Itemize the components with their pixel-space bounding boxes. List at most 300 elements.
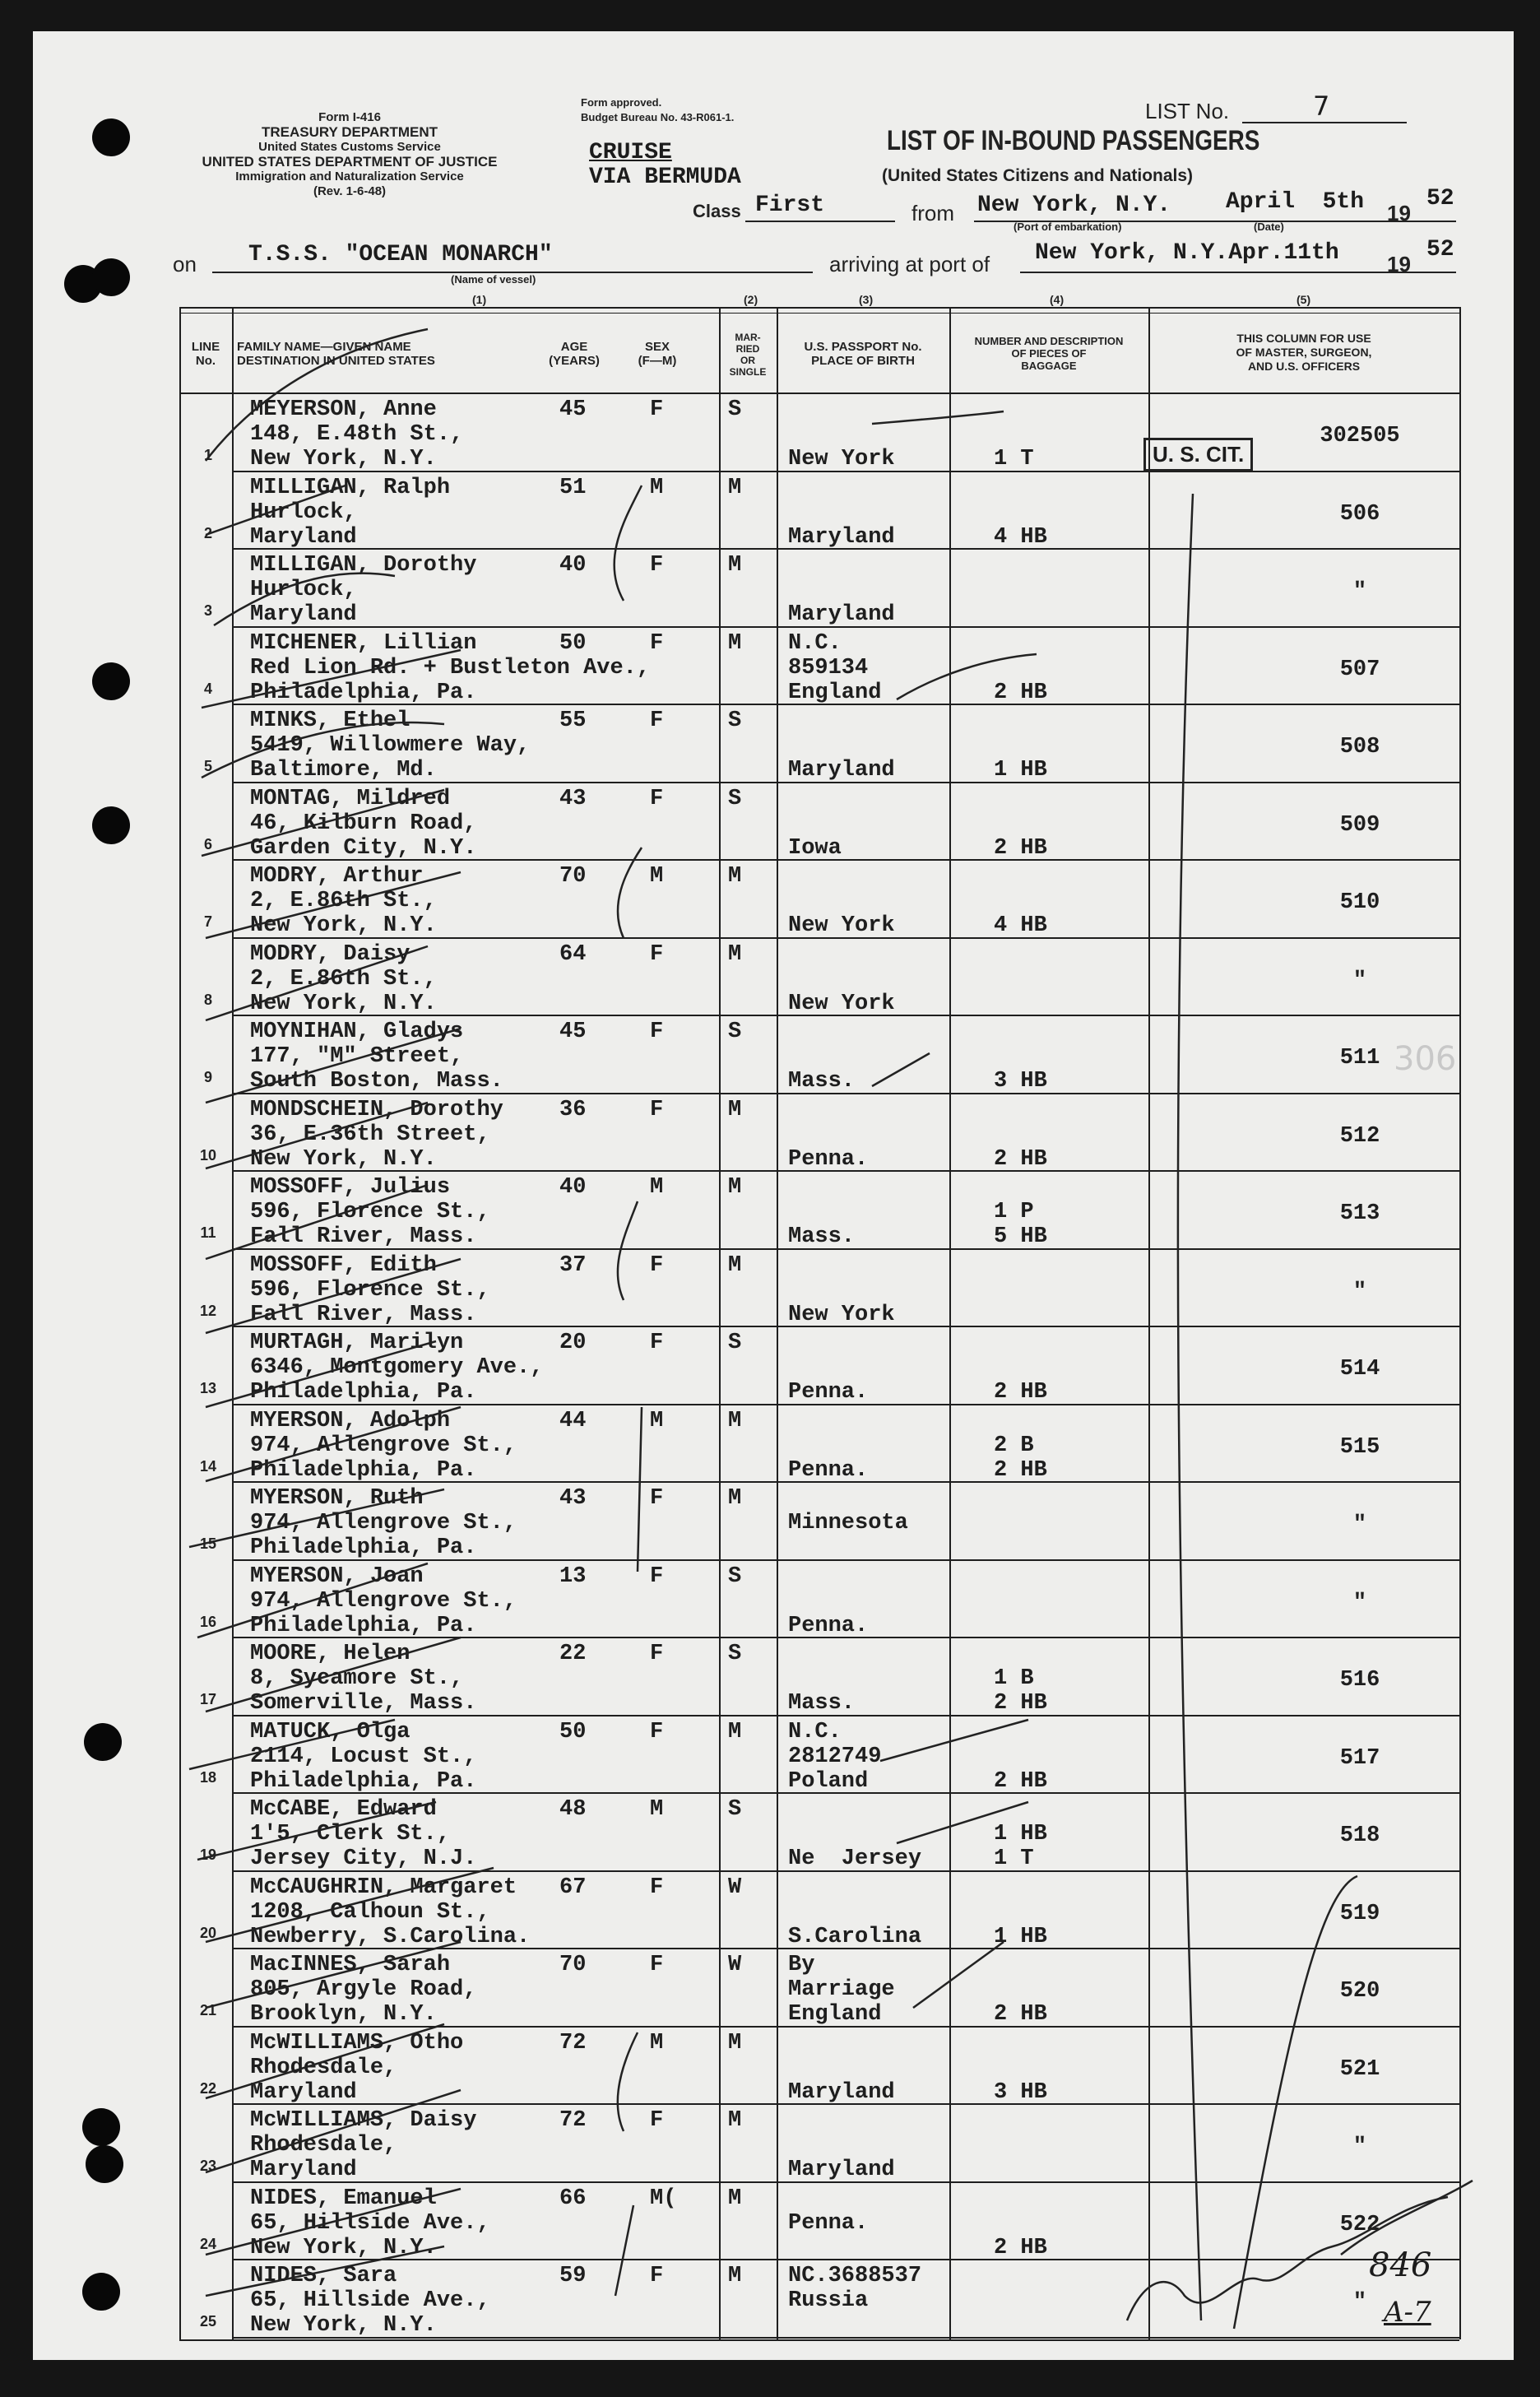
sex: F <box>650 941 664 967</box>
passenger-name: McWILLIAMS, Daisy <box>250 2108 477 2133</box>
table-row <box>179 629 1459 707</box>
row-divider <box>232 1792 1459 1794</box>
line-number: 23 <box>199 2158 217 2174</box>
arriving-label: arriving at port of <box>829 252 990 276</box>
sex: F <box>650 397 664 422</box>
officer-number: 512 <box>1339 1123 1380 1149</box>
passenger-name-address <box>250 1098 503 1172</box>
line-number: 8 <box>203 991 212 1008</box>
passenger-name-address <box>250 942 437 1016</box>
passenger-name: McCABE, Edward <box>250 1797 437 1822</box>
marital-status: S <box>728 1020 742 1044</box>
sex: F <box>650 630 664 656</box>
sex: F <box>650 2108 664 2133</box>
city-state: Philadelphia, Pa. <box>250 680 477 705</box>
passport-birthplace: Mass. <box>788 1691 856 1716</box>
document-title: LIST OF IN-BOUND PASSENGERS <box>887 125 1260 156</box>
baggage: 2 HB <box>994 1146 1047 1172</box>
address-line: 974, Allengrove St., <box>250 1433 517 1458</box>
city-state: New York, N.Y. <box>250 991 437 1016</box>
handwritten-note: A-7 <box>1384 2296 1431 2329</box>
sex: F <box>650 1252 664 1278</box>
address-line: 974, Allengrove St., <box>250 1588 517 1614</box>
line-number: 15 <box>199 1535 217 1552</box>
age: 45 <box>559 397 587 422</box>
passenger-name: MONTAG, Mildred <box>250 786 451 811</box>
marital-status: M <box>728 1486 742 1511</box>
address-line: 805, Argyle Road, <box>250 1977 477 2002</box>
age: 72 <box>559 2108 587 2133</box>
age: 44 <box>559 1408 587 1433</box>
passenger-name: MURTAGH, Marilyn <box>250 1331 464 1355</box>
passenger-name-address <box>250 1409 517 1483</box>
baggage: 2 B 2 HB <box>994 1433 1047 1483</box>
age: 20 <box>559 1331 587 1355</box>
table-row <box>179 1252 1459 1329</box>
sex: F <box>650 1486 664 1511</box>
table-row <box>179 862 1459 940</box>
line-number: 21 <box>199 2002 217 2018</box>
col-header-line-no: LINE No. <box>191 340 220 368</box>
marital-status: M <box>728 2264 742 2288</box>
sex: M( <box>650 2186 677 2211</box>
marital-status: S <box>728 397 742 422</box>
age: 51 <box>559 475 587 500</box>
sex: F <box>650 1020 664 1044</box>
passport-birthplace: S.Carolina <box>788 1924 922 1949</box>
passenger-name: MONDSCHEIN, Dorothy <box>250 1097 503 1122</box>
line-number: 1 <box>203 447 212 463</box>
line-number: 16 <box>199 1613 217 1630</box>
baggage: 1 P 5 HB <box>994 1200 1047 1249</box>
age: 64 <box>559 941 587 967</box>
citizen-stamp: U. S. CIT. <box>1143 438 1253 472</box>
address-line: 2114, Locust St., <box>250 1744 477 1769</box>
baggage: 2 HB <box>994 2002 1047 2027</box>
row-divider <box>232 1170 1459 1172</box>
passenger-name: MYERSON, Ruth <box>250 1486 424 1511</box>
passenger-name: MILLIGAN, Ralph <box>250 475 451 500</box>
age: 40 <box>559 1175 587 1200</box>
col-header-passport: U.S. PASSPORT No. PLACE OF BIRTH <box>804 340 922 368</box>
passenger-name: MODRY, Arthur <box>250 864 424 889</box>
officer-number: 516 <box>1339 1668 1380 1693</box>
col-header-name: FAMILY NAME—GIVEN NAME DESTINATION IN UNITED STATES <box>237 340 435 368</box>
customs-label: United States Customs Service <box>258 140 441 154</box>
row-divider <box>232 548 1459 550</box>
col-number: (4) <box>1050 293 1065 306</box>
passenger-name-address <box>250 2264 490 2338</box>
table-row <box>179 474 1459 551</box>
line-number: 6 <box>203 835 212 852</box>
line-number: 19 <box>199 1847 217 1863</box>
marital-status: M <box>728 1719 742 1744</box>
address-line: 65, Hillside Ave., <box>250 2288 490 2313</box>
city-state: Maryland <box>250 2158 357 2182</box>
passport-birthplace: Mass. <box>788 1069 856 1094</box>
passenger-table <box>179 307 1459 2339</box>
punch-hole <box>86 2145 123 2183</box>
table-row <box>179 1951 1459 2028</box>
class-value: First <box>755 193 825 218</box>
line-number: 9 <box>203 1069 212 1085</box>
baggage: 3 HB <box>994 2079 1047 2105</box>
passport-birthplace: Ne Jersey <box>788 1847 922 1871</box>
address-line: 1'5, Clerk St., <box>250 1822 451 1847</box>
passport-birthplace: Penna. <box>788 1457 869 1483</box>
age: 22 <box>559 1642 587 1666</box>
col-header-sex: SEX (F—M) <box>638 340 677 368</box>
baggage: 4 HB <box>994 913 1047 938</box>
row-divider <box>232 1637 1459 1638</box>
passenger-name-address <box>250 864 437 938</box>
officer-number: " <box>1352 1279 1367 1304</box>
arriving-year-prefix: 19 <box>1387 252 1411 276</box>
passenger-name-address <box>250 2108 476 2182</box>
punch-hole <box>82 2273 120 2311</box>
marital-status: M <box>728 864 742 889</box>
officer-number: 508 <box>1339 735 1380 760</box>
passport-birthplace: Penna. <box>788 1146 869 1172</box>
sex: M <box>650 864 664 889</box>
passenger-name-address <box>250 2031 463 2105</box>
vessel-caption: (Name of vessel) <box>451 273 536 286</box>
form-number: Form I-416 <box>318 110 381 124</box>
age: 37 <box>559 1252 587 1278</box>
age: 36 <box>559 1097 587 1122</box>
officer-number: 514 <box>1339 1357 1380 1382</box>
passport-birthplace: By Marriage England <box>788 1953 895 2027</box>
table-row <box>179 1874 1459 1951</box>
col-header-age: AGE (YEARS) <box>549 340 600 368</box>
row-divider <box>232 2026 1459 2028</box>
officer-number: " <box>1352 2290 1367 2315</box>
city-state: Baltimore, Md. <box>250 758 437 783</box>
row-divider <box>232 1481 1459 1483</box>
officer-number: 519 <box>1339 1901 1380 1926</box>
passenger-name-address <box>250 1175 490 1249</box>
baggage: 1 B 2 HB <box>994 1666 1047 1716</box>
address-line: 1208, Calhoun St., <box>250 1899 490 1925</box>
sex: F <box>650 1097 664 1122</box>
table-row <box>179 1640 1459 1717</box>
address-line: 2, E.86th St., <box>250 966 437 992</box>
port-caption: (Port of embarkation) <box>1014 221 1122 233</box>
line-number: 5 <box>203 758 212 774</box>
marital-status: M <box>728 2186 742 2211</box>
officer-number: 517 <box>1339 1745 1380 1771</box>
marital-status: M <box>728 2108 742 2133</box>
marital-status: S <box>728 1642 742 1666</box>
line-number: 20 <box>199 1924 217 1941</box>
baggage: 2 HB <box>994 835 1047 861</box>
row-divider <box>232 2181 1459 2183</box>
passenger-name-address <box>250 553 476 627</box>
row-divider <box>232 937 1459 939</box>
punch-hole <box>92 806 130 844</box>
passenger-name: MICHENER, Lillian <box>250 630 477 656</box>
passport-birthplace: N.C. 2812749 Poland <box>788 1719 882 1794</box>
sex: F <box>650 708 664 733</box>
passport-birthplace: Maryland <box>788 2079 895 2105</box>
city-state: Newberry, S.Carolina. <box>250 1924 531 1949</box>
passenger-name-address <box>250 1020 503 1094</box>
marital-status: M <box>728 630 742 656</box>
on-label: on <box>173 252 197 276</box>
city-state: Philadelphia, Pa. <box>250 1535 477 1560</box>
via-label: VIA BERMUDA <box>589 165 741 190</box>
officer-number: 510 <box>1339 890 1380 915</box>
officer-number: " <box>1352 2135 1367 2159</box>
line-number: 14 <box>199 1457 217 1475</box>
line-number: 7 <box>203 913 212 930</box>
officer-number: 520 <box>1339 1979 1380 2004</box>
city-state: Fall River, Mass. <box>250 1302 477 1327</box>
passenger-name-address <box>250 1486 517 1560</box>
baggage: 2 HB <box>994 1768 1047 1794</box>
passenger-name-address <box>250 397 463 472</box>
col-number: (5) <box>1296 293 1311 306</box>
line-number: 2 <box>203 524 212 541</box>
marital-status: M <box>728 1175 742 1200</box>
baggage: 2 HB <box>994 2235 1047 2260</box>
city-state: New York, N.Y. <box>250 447 437 472</box>
passport-birthplace: Iowa <box>788 835 842 861</box>
line-number: 22 <box>199 2079 217 2097</box>
sex: F <box>650 1642 664 1666</box>
row-divider <box>232 471 1459 472</box>
table-row <box>179 1329 1459 1406</box>
address-line: 65, Hillside Ave., <box>250 2210 490 2236</box>
line-number: 12 <box>199 1302 217 1319</box>
punch-hole <box>92 662 130 700</box>
passenger-name-address <box>250 1331 543 1405</box>
line-number: 4 <box>203 680 212 697</box>
table-row <box>179 1718 1459 1795</box>
row-divider <box>232 1404 1459 1405</box>
passport-birthplace: Mass. <box>788 1224 856 1249</box>
city-state: Jersey City, N.J. <box>250 1847 477 1871</box>
officer-number: " <box>1352 1590 1367 1615</box>
marital-status: S <box>728 1331 742 1355</box>
officer-number: 522 <box>1339 2212 1380 2237</box>
officer-number: 511 <box>1339 1046 1380 1071</box>
passport-birthplace: New York <box>788 913 895 938</box>
baggage: 2 HB <box>994 1380 1047 1405</box>
table-row <box>179 707 1459 784</box>
officer-number: " <box>1352 1512 1367 1537</box>
col-header-baggage: NUMBER AND DESCRIPTION OF PIECES OF BAGGAGE <box>974 335 1124 372</box>
age: 67 <box>559 1874 587 1900</box>
arriving-value: New York, N.Y.Apr.11th <box>1035 240 1339 266</box>
line-number: 25 <box>199 2313 217 2330</box>
baggage: 1 T <box>994 447 1034 472</box>
row-divider <box>232 1715 1459 1716</box>
officer-number: 302505 <box>1320 424 1400 448</box>
from-year-prefix: 19 <box>1387 201 1411 225</box>
immigration-label: Immigration and Naturalization Service <box>235 170 464 183</box>
sex: M <box>650 1408 664 1433</box>
passenger-name-address <box>250 476 450 550</box>
col-header-officers: THIS COLUMN FOR USE OF MASTER, SURGEON, AND U.S. OFFICERS <box>1236 332 1372 373</box>
passport-birthplace: NC.3688537 Russia <box>788 2264 922 2313</box>
row-divider <box>232 2103 1459 2105</box>
age: 13 <box>559 1563 587 1589</box>
age: 70 <box>559 1953 587 1977</box>
sex: M <box>650 1175 664 1200</box>
marital-status: M <box>728 1252 742 1278</box>
city-state: Brooklyn, N.Y. <box>250 2002 437 2027</box>
punch-hole <box>84 1723 122 1761</box>
row-divider <box>232 782 1459 783</box>
officer-number: 521 <box>1339 2056 1380 2082</box>
city-state: Philadelphia, Pa. <box>250 1457 477 1483</box>
age: 40 <box>559 553 587 578</box>
city-state: Philadelphia, Pa. <box>250 1380 477 1405</box>
city-state: Maryland <box>250 602 357 627</box>
from-year: 52 <box>1426 186 1454 211</box>
row-divider <box>232 1326 1459 1327</box>
vessel-name: T.S.S. "OCEAN MONARCH" <box>248 242 553 267</box>
form-info-block <box>173 110 526 199</box>
passenger-name: MOYNIHAN, Gladys <box>250 1020 464 1044</box>
age: 43 <box>559 1486 587 1511</box>
passenger-name-address <box>250 1642 476 1716</box>
city-state: Somerville, Mass. <box>250 1691 477 1716</box>
budget-bureau-label: Budget Bureau No. 43-R061-1. <box>581 111 735 123</box>
sex: M <box>650 2030 664 2056</box>
address-line: 177, "M" Street, <box>250 1044 464 1069</box>
age: 45 <box>559 1020 587 1044</box>
age: 48 <box>559 1797 587 1822</box>
city-state: South Boston, Mass. <box>250 1069 503 1094</box>
row-divider <box>232 704 1459 705</box>
marital-status: M <box>728 1097 742 1122</box>
row-divider <box>232 1248 1459 1250</box>
col-number: (1) <box>472 293 487 306</box>
class-label: Class <box>693 201 741 221</box>
row-divider <box>232 1870 1459 1872</box>
table-row <box>179 785 1459 862</box>
passenger-name-address <box>250 708 530 783</box>
marital-status: S <box>728 786 742 811</box>
col-number: (3) <box>859 293 874 306</box>
passenger-name: MYERSON, Adolph <box>250 1408 451 1433</box>
address-line: 36, E.36th Street, <box>250 1122 490 1147</box>
form-approved-label: Form approved. <box>581 96 662 109</box>
table-row <box>179 1096 1459 1173</box>
marital-status: M <box>728 2030 742 2056</box>
city-state: New York, N.Y. <box>250 2235 437 2260</box>
baggage: 2 HB <box>994 680 1047 705</box>
punch-hole <box>92 258 130 296</box>
baggage: 4 HB <box>994 524 1047 550</box>
city-state: Garden City, N.Y. <box>250 835 477 861</box>
address-line: 2, E.86th St., <box>250 889 437 913</box>
city-state: Fall River, Mass. <box>250 1224 477 1249</box>
table-row <box>179 1484 1459 1562</box>
baggage: 3 HB <box>994 1069 1047 1094</box>
passenger-name: NIDES, Emanuel <box>250 2186 437 2211</box>
passenger-name: McWILLIAMS, Otho <box>250 2030 464 2056</box>
officer-number: 509 <box>1339 812 1380 838</box>
passenger-name: MINKS, Ethel <box>250 708 411 733</box>
line-number: 13 <box>199 1380 217 1396</box>
table-row <box>179 2107 1459 2184</box>
col-number: (2) <box>744 293 758 306</box>
sex: M <box>650 1797 664 1822</box>
passenger-name: McCAUGHRIN, Margaret <box>250 1874 517 1900</box>
baggage: 1 HB <box>994 758 1047 783</box>
handwritten-note: 846 <box>1369 2246 1432 2284</box>
passport-birthplace: Maryland <box>788 602 895 627</box>
list-no-value: 7 <box>1313 91 1330 122</box>
form-approved-block <box>581 95 734 125</box>
line-number: 17 <box>199 1691 217 1707</box>
table-row <box>179 1173 1459 1251</box>
line-number: 10 <box>199 1146 217 1164</box>
cruise-label: CRUISE <box>589 140 672 165</box>
sex: F <box>650 1719 664 1744</box>
passenger-name: MATUCK, Olga <box>250 1719 411 1744</box>
from-date: April 5th <box>1226 189 1365 215</box>
city-state: Philadelphia, Pa. <box>250 1613 477 1638</box>
passport-birthplace: Penna. <box>788 2210 869 2236</box>
table-row <box>179 1407 1459 1484</box>
passport-birthplace: Maryland <box>788 2158 895 2182</box>
age: 66 <box>559 2186 587 2211</box>
age: 43 <box>559 786 587 811</box>
row-divider <box>232 2259 1459 2260</box>
revision-label: (Rev. 1-6-48) <box>313 184 387 198</box>
sex: F <box>650 1563 664 1589</box>
sex: F <box>650 1874 664 1900</box>
sex: F <box>650 786 664 811</box>
passport-birthplace: Maryland <box>788 758 895 783</box>
line-number: 3 <box>203 602 212 619</box>
address-line: 8, Sycamore St., <box>250 1666 464 1691</box>
passport-birthplace: N.C. 859134 England <box>788 630 882 705</box>
address-line: Rhodesdale, <box>250 2055 397 2080</box>
officer-number: 518 <box>1339 1823 1380 1848</box>
table-row <box>179 2029 1459 2107</box>
age: 50 <box>559 1719 587 1744</box>
age: 70 <box>559 864 587 889</box>
address-line: 596, Florence St., <box>250 1277 490 1303</box>
passenger-name-address <box>250 1564 517 1638</box>
city-state: New York, N.Y. <box>250 2313 437 2338</box>
address-line: Red Lion Rd. + Bustleton Ave., <box>250 655 651 681</box>
passport-birthplace: New York <box>788 447 895 472</box>
line-number: 11 <box>200 1224 216 1241</box>
list-no-label: LIST No. <box>1145 99 1230 123</box>
passenger-name: MODRY, Daisy <box>250 941 411 967</box>
city-state: New York, N.Y. <box>250 1146 437 1172</box>
passport-birthplace: Penna. <box>788 1380 869 1405</box>
address-line: Rhodesdale, <box>250 2133 397 2158</box>
arriving-year: 52 <box>1426 237 1454 262</box>
sex: F <box>650 1331 664 1355</box>
city-state: New York, N.Y. <box>250 913 437 938</box>
from-value: New York, N.Y. <box>977 193 1171 218</box>
age: 50 <box>559 630 587 656</box>
row-divider <box>232 1015 1459 1016</box>
table-row <box>179 2185 1459 2262</box>
row-divider <box>232 1093 1459 1094</box>
marital-status: M <box>728 1408 742 1433</box>
officer-number: 507 <box>1339 657 1380 682</box>
passenger-name-address <box>250 787 476 861</box>
